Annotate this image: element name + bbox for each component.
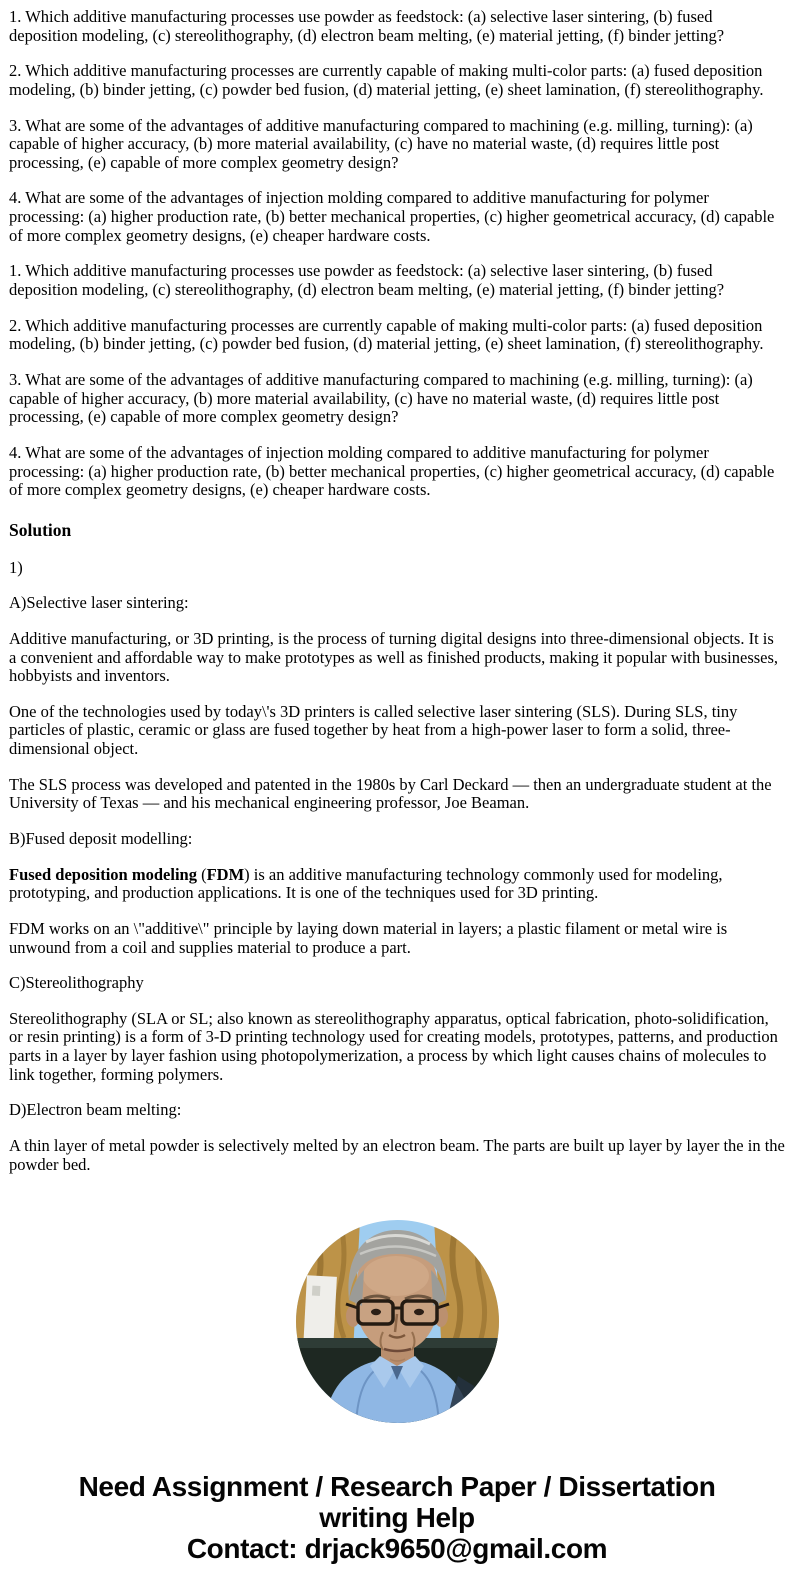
solution-a-paragraph-2: One of the technologies used by today\'s 3D printers is called selective laser sintering (SLS). During SLS, tiny particles of plastic, ceramic or glass are fused together by heat from a high-power laser to form a solid, three-dimensional object. [9,701,738,759]
question-3: 3. What are some of the advantages of additive manufacturing compared to machining (e.g. milling, turning): (a) capable of higher accuracy, (b) more material availability, (c) have no material waste, (d) requires little post processing, (e) capable of more complex geometry design? [9,115,753,172]
profile-photo-image [296,1220,499,1423]
solution-a-paragraph-3: The SLS process was developed and patented in the 1980s by Carl Deckard — then an undergraduate student at the University of Texas — and his mechanical engineering professor, Joe Beaman. [9,774,772,813]
question-4: 4. What are some of the advantages of injection molding compared to additive manufacturing for polymer processing: (a) higher production rate, (b) better mechanical properties, (c) higher geometrical accuracy, (d) capable of more complex geometry designs, (e) cheaper hardware costs. [9,188,775,245]
solution-d-label: D)Electron beam melting: [9,1100,182,1120]
document [9,8,785,1564]
footer-line-2: writing Help [319,1502,475,1534]
questions-block-2 [9,262,785,499]
question-2: 2. Which additive manufacturing processes are currently capable of making multi-color parts: (a) fused deposition modeling, (b) binder jetting, (c) powder bed fusion, (d) material jetting, (e) sheet lamination, (f) stereolithography. [9,61,764,99]
profile-photo [9,1220,785,1423]
solution-d-paragraph: A thin layer of metal powder is selectively melted by an electron beam. The parts are built up layer by layer the in the powder bed. [9,1136,785,1174]
footer-contact-email: Contact: drjack9650@gmail.com [186,1533,608,1565]
footer-banner [9,1471,785,1564]
solution-number: 1) [9,557,23,577]
solution-b-label: B)Fused deposit modelling: [9,828,193,848]
solution-a-label: A)Selective laser sintering: [9,593,189,613]
question-2-repeat: 2. Which additive manufacturing processes are currently capable of making multi-color parts: (a) fused deposition modeling, (b) binder jetting, (c) powder bed fusion, (d) material jetting, (e) sheet lamination, (f) stereolithography. [9,315,764,354]
solution-b-paragraph-1: Fused deposition modeling (FDM) is an additive manufacturing technology commonly used for modeling, prototyping, and production applications. It is one of the techniques used for 3D printing. [9,864,723,903]
solution-heading: Solution [9,519,72,540]
question-1-repeat: 1. Which additive manufacturing processes use powder as feedstock: (a) selective laser sintering, (b) fused deposition modeling, (c) stereolithography, (d) electron beam melting, (e) material jetting, (f) binder jetting? [9,261,725,300]
question-3-repeat: 3. What are some of the advantages of additive manufacturing compared to machining (e.g. milling, turning): (a) capable of higher accuracy, (b) more material availability, (c) have no material waste, (d) requires little post processing, (e) capable of more complex geometry design? [9,369,753,427]
fdm-bold-term: Fused deposition modeling [9,864,197,884]
solution-section [9,521,785,1175]
questions-block-1 [9,8,785,245]
solution-a-paragraph-1: Additive manufacturing, or 3D printing, is the process of turning digital designs into three-dimensional objects. It is a convenient and affordable way to make prototypes as well as finished products, making it popular with businesses, hobbyists and inventors. [9,628,779,686]
fdm-bold-acronym: FDM [206,864,245,884]
footer-line-1: Need Assignment / Research Paper / Dissertation [78,1471,716,1503]
solution-c-label: C)Stereolithography [9,973,144,993]
question-4-repeat: 4. What are some of the advantages of injection molding compared to additive manufacturing for polymer processing: (a) higher production rate, (b) better mechanical properties, (c) higher geometrical accuracy, (d) capable of more complex geometry designs, (e) cheaper hardware costs. [9,442,775,500]
solution-c-paragraph: Stereolithography (SLA or SL; also known as stereolithography apparatus, optical fabrication, photo-solidification, or resin printing) is a form of 3-D printing technology used for creating models, prototypes, patterns, and production parts in a layer by layer fashion using photopolymerization, a process by which light causes chains of molecules to link together, forming polymers. [9,1008,778,1084]
question-1: 1. Which additive manufacturing processes use powder as feedstock: (a) selective laser sintering, (b) fused deposition modeling, (c) stereolithography, (d) electron beam melting, (e) material jetting, (f) binder jetting? [9,7,725,45]
solution-b-paragraph-2: FDM works on an \"additive\" principle by laying down material in layers; a plastic filament or metal wire is unwound from a coil and supplies material to produce a part. [9,918,728,957]
